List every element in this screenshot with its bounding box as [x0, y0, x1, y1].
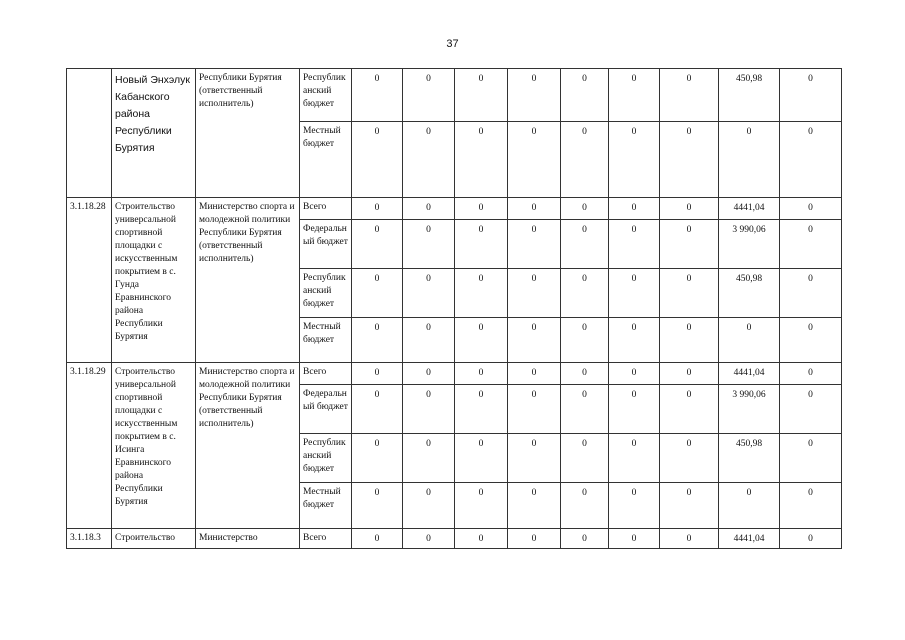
- value-cell: 0: [660, 220, 719, 269]
- value-cell: 0: [455, 529, 508, 549]
- value-cell: 0: [508, 269, 561, 318]
- budget-table: [66, 68, 842, 549]
- value-cell: 0: [780, 318, 842, 363]
- value-cell: 0: [561, 434, 609, 483]
- funding-source-cell: Республиканский бюджет: [300, 269, 352, 318]
- value-cell: 0: [403, 363, 455, 385]
- value-cell: 0: [508, 69, 561, 122]
- value-cell: 0: [719, 318, 780, 363]
- funding-source-cell: Республиканский бюджет: [300, 434, 352, 483]
- value-cell: 0: [508, 122, 561, 198]
- value-cell: 0: [660, 385, 719, 434]
- value-cell: 0: [561, 122, 609, 198]
- value-cell: 0: [455, 434, 508, 483]
- value-cell: 0: [352, 269, 403, 318]
- value-cell: 0: [660, 198, 719, 220]
- value-cell: 0: [609, 69, 660, 122]
- value-cell: 0: [609, 483, 660, 529]
- value-cell: 0: [508, 363, 561, 385]
- value-cell: 0: [455, 385, 508, 434]
- value-cell: 0: [609, 269, 660, 318]
- measure-name-cell: Новый Энхэлук Кабанского района Республики Бурятия: [112, 69, 196, 198]
- value-cell: 0: [561, 269, 609, 318]
- funding-source-cell: Федеральный бюджет: [300, 385, 352, 434]
- value-cell: 0: [660, 483, 719, 529]
- value-cell: 0: [660, 122, 719, 198]
- value-cell: 0: [561, 220, 609, 269]
- value-cell: 0: [660, 363, 719, 385]
- value-cell: 0: [561, 385, 609, 434]
- value-cell: 0: [561, 483, 609, 529]
- value-cell: 0: [609, 434, 660, 483]
- value-cell: 0: [609, 318, 660, 363]
- value-cell: 0: [561, 363, 609, 385]
- value-cell: 0: [352, 198, 403, 220]
- value-cell: 0: [508, 385, 561, 434]
- value-cell: 0: [403, 69, 455, 122]
- value-cell: 0: [352, 363, 403, 385]
- value-cell: 450,98: [719, 269, 780, 318]
- value-cell: 0: [660, 269, 719, 318]
- funding-source-cell: Республиканский бюджет: [300, 69, 352, 122]
- value-cell: 0: [352, 69, 403, 122]
- table-row: [67, 69, 842, 122]
- value-cell: 0: [780, 434, 842, 483]
- value-cell: 0: [455, 363, 508, 385]
- funding-source-cell: Местный бюджет: [300, 318, 352, 363]
- value-cell: 0: [455, 220, 508, 269]
- value-cell: 0: [352, 318, 403, 363]
- value-cell: 0: [660, 434, 719, 483]
- value-cell: 0: [455, 269, 508, 318]
- value-cell: 0: [561, 318, 609, 363]
- funding-source-cell: Местный бюджет: [300, 483, 352, 529]
- value-cell: 0: [455, 483, 508, 529]
- value-cell: 0: [660, 529, 719, 549]
- measure-name-cell: Строительство универсальной спортивной площадки с искусственным покрытием в с. Исинга Еравнинского района Республики Бурятия: [112, 363, 196, 529]
- value-cell: 0: [403, 385, 455, 434]
- value-cell: 0: [780, 269, 842, 318]
- measure-code-cell: 3.1.18.28: [67, 198, 112, 363]
- value-cell: 0: [508, 198, 561, 220]
- value-cell: 0: [508, 220, 561, 269]
- value-cell: 450,98: [719, 434, 780, 483]
- value-cell: 4441,04: [719, 529, 780, 549]
- value-cell: 0: [780, 385, 842, 434]
- funding-source-cell: Местный бюджет: [300, 122, 352, 198]
- measure-code-cell: 3.1.18.29: [67, 363, 112, 529]
- executor-cell: Республики Бурятия (ответственный исполнитель): [196, 69, 300, 198]
- value-cell: 0: [508, 318, 561, 363]
- value-cell: 0: [352, 220, 403, 269]
- value-cell: 0: [780, 122, 842, 198]
- funding-source-cell: Всего: [300, 529, 352, 549]
- measure-code-cell: 3.1.18.3: [67, 529, 112, 549]
- value-cell: 0: [352, 122, 403, 198]
- executor-cell: Министерство: [196, 529, 300, 549]
- value-cell: 0: [660, 318, 719, 363]
- value-cell: 0: [609, 363, 660, 385]
- funding-source-cell: Федеральный бюджет: [300, 220, 352, 269]
- table-row: [67, 363, 842, 385]
- value-cell: 0: [561, 529, 609, 549]
- value-cell: 0: [561, 69, 609, 122]
- value-cell: 0: [609, 220, 660, 269]
- value-cell: 0: [780, 198, 842, 220]
- value-cell: 0: [609, 198, 660, 220]
- value-cell: 0: [561, 198, 609, 220]
- value-cell: 0: [352, 434, 403, 483]
- measure-name-cell: Строительство: [112, 529, 196, 549]
- executor-cell: Министерство спорта и молодежной политики Республики Бурятия (ответственный исполнитель): [196, 198, 300, 363]
- value-cell: 4441,04: [719, 198, 780, 220]
- value-cell: 0: [455, 69, 508, 122]
- value-cell: 0: [403, 269, 455, 318]
- value-cell: 450,98: [719, 69, 780, 122]
- value-cell: 0: [609, 529, 660, 549]
- value-cell: 0: [403, 122, 455, 198]
- value-cell: 0: [352, 385, 403, 434]
- value-cell: 0: [455, 318, 508, 363]
- value-cell: 0: [508, 434, 561, 483]
- value-cell: 0: [455, 122, 508, 198]
- value-cell: 0: [780, 220, 842, 269]
- value-cell: 0: [508, 529, 561, 549]
- table-row: [67, 529, 842, 549]
- value-cell: 3 990,06: [719, 385, 780, 434]
- value-cell: 0: [403, 529, 455, 549]
- value-cell: 0: [780, 483, 842, 529]
- value-cell: 0: [403, 198, 455, 220]
- value-cell: 0: [403, 434, 455, 483]
- table-row: [67, 198, 842, 220]
- value-cell: 0: [660, 69, 719, 122]
- value-cell: 0: [719, 122, 780, 198]
- value-cell: 0: [719, 483, 780, 529]
- value-cell: 0: [352, 483, 403, 529]
- value-cell: 4441,04: [719, 363, 780, 385]
- measure-code-cell: [67, 69, 112, 198]
- value-cell: 0: [352, 529, 403, 549]
- value-cell: 0: [403, 220, 455, 269]
- funding-source-cell: Всего: [300, 363, 352, 385]
- executor-cell: Министерство спорта и молодежной политики Республики Бурятия (ответственный исполнитель): [196, 363, 300, 529]
- value-cell: 0: [780, 529, 842, 549]
- value-cell: 0: [609, 385, 660, 434]
- page-number: 37: [446, 38, 459, 50]
- value-cell: 0: [403, 483, 455, 529]
- value-cell: 0: [780, 363, 842, 385]
- value-cell: 0: [455, 198, 508, 220]
- measure-name-cell: Строительство универсальной спортивной площадки с искусственным покрытием в с. Гунда Еравнинского района Республики Бурятия: [112, 198, 196, 363]
- value-cell: 0: [403, 318, 455, 363]
- value-cell: 0: [609, 122, 660, 198]
- value-cell: 0: [780, 69, 842, 122]
- funding-source-cell: Всего: [300, 198, 352, 220]
- value-cell: 0: [508, 483, 561, 529]
- value-cell: 3 990,06: [719, 220, 780, 269]
